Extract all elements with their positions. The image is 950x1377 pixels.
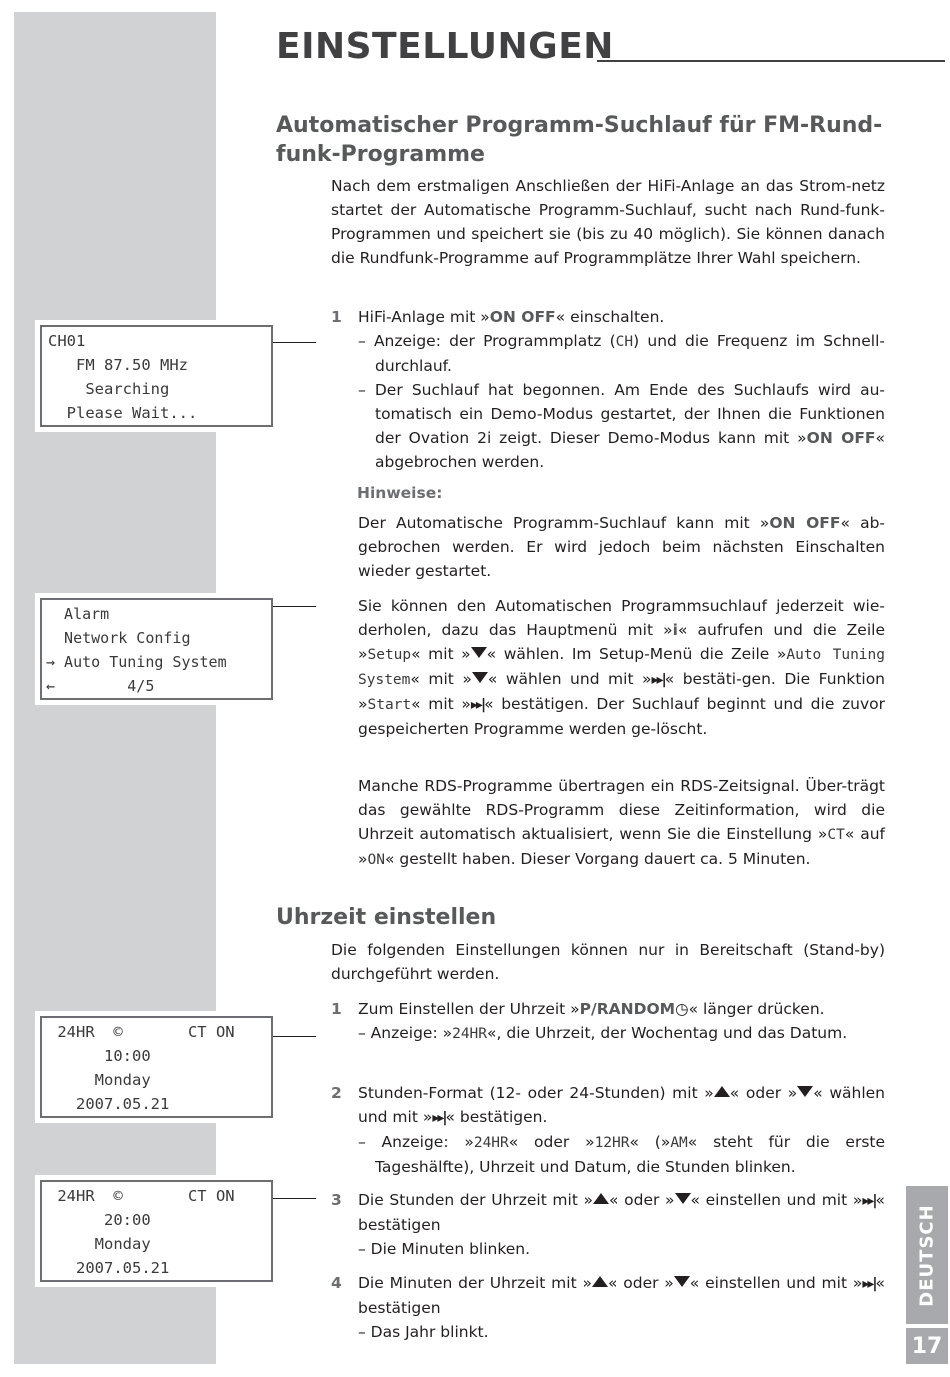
display-text-24hr: 24HR [452,1026,488,1042]
lcd-line: Alarm [46,605,110,623]
skip-forward-icon: ▸▸| [862,1193,876,1209]
lcd-line: 10:00 [48,1047,151,1065]
connector-line [273,1198,316,1199]
lcd-line: CH01 [48,332,86,350]
clock-intro-paragraph: Die folgenden Einstellungen können nur in Bereitschaft (Stand-by) durchgeführt werden. [331,941,885,983]
down-arrow-icon [472,672,488,683]
text: « oder » [508,1133,595,1151]
down-arrow-icon [674,1276,690,1287]
text: « ab-gebrochen werden. Er wird jedoch beim nächsten Einschalten wieder gestartet. [358,514,886,580]
language-label: DEUTSCH [916,1203,938,1307]
dash-item: – Das Jahr blinkt. [358,1323,489,1341]
text: «, die Uhrzeit, der Wochentag und das Datum. [487,1024,848,1042]
text: « auf » [358,825,885,868]
clock-icon: ◷ [675,1000,689,1018]
text: « wählen und mit » [358,1084,886,1126]
up-arrow-icon [592,1276,608,1287]
down-arrow-icon [675,1193,691,1204]
text: « bestätigen [358,1274,885,1317]
skip-forward-icon: ▸▸| [470,697,485,713]
p-random-key-label: P/RANDOM [579,1000,676,1018]
lcd-line: 2007.05.21 [48,1259,170,1277]
lcd-line: Monday [48,1235,151,1253]
page-number: 17 [906,1328,948,1364]
title-rule [597,60,945,62]
text: – Anzeige: der Programmplatz ( [358,332,616,350]
text: « mit » [411,645,471,663]
info-key-label: i [672,621,678,639]
lcd-display-tuning [40,325,273,427]
text: « bestäti-gen. Die Funktion » [358,670,886,713]
text: « länger drücken. [688,1000,825,1018]
step-number: 3 [331,1191,342,1209]
text: – Anzeige: » [358,1133,474,1151]
text: Sie können den Automatischen Programmsuchlauf jederzeit wie-derholen, dazu das Hauptmenü mit » [358,597,885,639]
display-text-ct: CT [827,827,845,843]
text: « gestellt haben. Dieser Vorgang dauert ca. 5 Minuten. [384,850,811,868]
lcd-line: ← 4/5 [46,677,155,695]
note-rds-time [358,774,885,872]
display-text-on: ON [367,852,385,868]
up-arrow-icon [593,1193,609,1204]
down-arrow-icon [471,647,487,658]
lcd-line: Monday [48,1071,151,1089]
text: – Anzeige: » [358,1024,453,1042]
connector-line [273,1036,316,1037]
lcd-display-clock-1 [40,1016,273,1118]
lcd-line: 20:00 [48,1211,151,1229]
lcd-line: FM 87.50 MHz [48,356,188,374]
up-arrow-icon [714,1086,730,1097]
step-2-clock [331,1081,885,1179]
connector-line [273,342,316,343]
skip-forward-icon: ▸▸| [862,1276,876,1292]
intro-paragraph: Nach dem erstmaligen Anschließen der HiFi-Anlage an das Strom-netz startet der Automatische Programm-Suchlauf, sucht nach Rund-funk-Programmen und speichert sie (bis zu 40 möglich). Sie können danach die Rundfunk-Programme auf Programmplätze Ihrer Wahl speichern. [331,177,885,267]
lcd-display-clock-2 [40,1180,273,1282]
text: « einschalten. [555,308,665,326]
on-off-key-label: ON OFF [769,514,841,532]
display-text-start: Start [367,697,412,713]
step-number: 4 [331,1274,342,1292]
display-text-24hr: 24HR [473,1135,509,1151]
note-abort [358,511,885,583]
step-number: 1 [331,1000,342,1018]
lcd-line: Please Wait... [48,404,198,422]
text: HiFi-Anlage mit » [358,308,490,326]
skip-forward-icon: ▸▸| [432,1110,446,1126]
step-4-clock [331,1271,885,1344]
language-tab-label [906,1186,948,1324]
text: « mit » [410,670,472,688]
text: Die Minuten der Uhrzeit mit » [358,1274,592,1292]
notes-label: Hinweise: [357,484,443,502]
lcd-line: 24HR © CT ON [48,1187,235,1205]
text: « wählen. Im Setup-Menü die Zeile » [486,645,787,663]
step-number: 2 [331,1084,342,1102]
step-3-clock [331,1188,885,1261]
connector-line [273,606,316,607]
display-text-auto-tuning: Auto Tuning System [358,647,885,688]
text: « einstellen und mit » [689,1274,863,1292]
lcd-line: Network Config [46,629,191,647]
text: « oder » [609,1191,675,1209]
text: ) und die Frequenz im Schnell-durchlauf. [375,332,885,375]
heading-line: funk-Programme [276,142,485,167]
on-off-key-label: ON OFF [489,308,556,326]
text: Stunden-Format (12- oder 24-Stunden) mit » [358,1084,714,1102]
lcd-line: Searching [48,380,170,398]
text: – Der Suchlauf hat begonnen. Am Ende des Suchlaufs wird au-tomatisch ein Demo-Modus gestartet, der Ihnen die Funktionen der Ovation 2i zeigt. Dieser Demo-Modus kann mit » [358,381,885,447]
section-heading-fm-search [276,111,896,169]
text: « wählen und mit » [487,670,652,688]
display-text-ch: CH [615,334,634,350]
page-title: EINSTELLUNGEN [276,26,614,67]
lcd-line: → Auto Tuning System [46,653,227,671]
lcd-line: 24HR © CT ON [48,1023,235,1041]
text: « steht für die erste Tageshälfte), Uhrzeit und Datum, die Stunden blinken. [375,1133,886,1176]
display-text-12hr: 12HR [594,1135,630,1151]
display-text-am: AM [670,1135,688,1151]
text: « bestätigen [358,1191,885,1234]
text: « bestätigen. Der Suchlauf beginnt und die zuvor gespeicherten Programme werden ge-löscht. [358,695,885,738]
text: Zum Einstellen der Uhrzeit » [358,1000,580,1018]
step-1-clock [331,997,885,1046]
text: « einstellen und mit » [690,1191,863,1209]
skip-forward-icon: ▸▸| [651,672,665,688]
text: « bestätigen. [445,1108,548,1126]
text: Manche RDS-Programme übertragen ein RDS-Zeitsignal. Über-trägt das gewählte RDS-Programm diese Zeitinformation, wird die Uhrzeit automatisch aktualisiert, wenn Sie die Einstellung » [358,777,885,843]
text: Die Stunden der Uhrzeit mit » [358,1191,594,1209]
text: « oder » [729,1084,798,1102]
dash-item: – Die Minuten blinken. [358,1240,531,1258]
on-off-key-label: ON OFF [806,429,876,447]
text: Der Automatische Programm-Suchlauf kann mit » [358,514,770,532]
text: « abgebrochen werden. [375,429,885,471]
text: « aufrufen und die Zeile » [358,621,885,663]
heading-line: Automatischer Programm-Suchlauf für FM-Rund- [276,113,883,138]
down-arrow-icon [797,1086,813,1097]
display-text-setup: Setup [367,647,412,663]
lcd-display-menu [40,598,273,700]
text: « (» [629,1133,671,1151]
text: « oder » [607,1274,674,1292]
section-heading-clock: Uhrzeit einstellen [276,905,497,930]
step-number: 1 [331,308,342,326]
text: « mit » [411,695,471,713]
note-repeat-search [358,594,885,741]
lcd-line: 2007.05.21 [48,1095,170,1113]
step-1-power-on [331,305,885,474]
